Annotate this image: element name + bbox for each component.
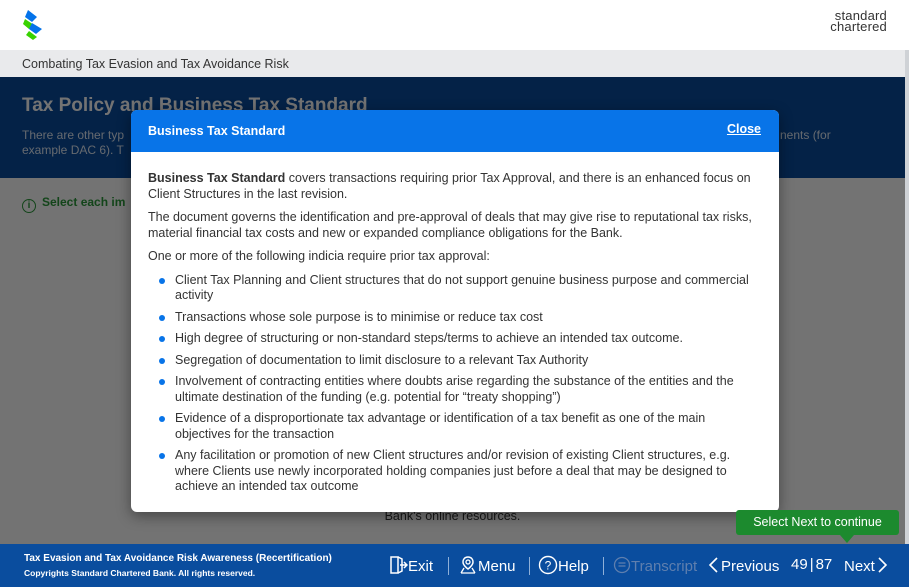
footer-course-title: Tax Evasion and Tax Avoidance Risk Awareness (Recertification) bbox=[24, 553, 332, 564]
help-button[interactable]: ? Help bbox=[538, 555, 589, 577]
chevron-right-icon bbox=[875, 555, 889, 575]
page-counter: 49 | 87 bbox=[791, 556, 833, 573]
list-item: Segregation of documentation to limit disclosure to a relevant Tax Authority bbox=[148, 353, 764, 369]
nav-divider bbox=[448, 557, 449, 575]
exit-icon bbox=[388, 555, 408, 575]
nav-divider bbox=[603, 557, 604, 575]
dialog-body bbox=[148, 171, 764, 501]
dialog-paragraph: One or more of the following indicia require prior tax approval: bbox=[148, 249, 490, 263]
next-hint-tooltip: Select Next to continue bbox=[736, 510, 899, 535]
brand-bar bbox=[0, 0, 909, 50]
dialog-title: Business Tax Standard bbox=[148, 124, 286, 138]
course-title-bar bbox=[0, 50, 905, 77]
list-item: High degree of structuring or non-standard steps/terms to achieve an intended tax outcome. bbox=[148, 331, 764, 347]
brand-wordmark: standard chartered bbox=[830, 8, 887, 34]
list-item: Transactions whose sole purpose is to minimise or reduce tax cost bbox=[148, 310, 764, 326]
business-tax-standard-dialog bbox=[131, 110, 779, 512]
transcript-button[interactable]: Transcript bbox=[613, 555, 697, 577]
standard-chartered-logo-icon bbox=[20, 9, 46, 41]
transcript-icon bbox=[613, 555, 631, 575]
next-button[interactable]: Next bbox=[844, 555, 889, 577]
list-item: Evidence of a disproportionate tax advantage or identification of a tax benefit as one of the main objectives for the transaction bbox=[148, 411, 764, 442]
current-page: 49 bbox=[791, 556, 808, 573]
help-icon bbox=[538, 555, 558, 575]
list-item: Involvement of contracting entities where doubts arise regarding the substance of the entities and the ultimate destination of the funding (e.g. potential for “treaty shopping”) bbox=[148, 374, 764, 405]
map-pin-icon bbox=[458, 555, 478, 575]
svg-text:?: ? bbox=[544, 558, 552, 573]
total-pages: 87 bbox=[815, 556, 833, 573]
footer-bar bbox=[0, 544, 909, 587]
exit-button[interactable]: Exit bbox=[388, 555, 433, 577]
dialog-paragraph: The document governs the identification and pre-approval of deals that may give rise to reputational tax risks, material financial tax costs and new or expanded compliance obligations for the Bank. bbox=[148, 210, 752, 240]
footer-copyright: Copyrights Standard Chartered Bank. All rights reserved. bbox=[24, 568, 256, 578]
chevron-left-icon bbox=[707, 555, 721, 575]
dialog-paragraph: Business Tax Standard covers transactions requiring prior Tax Approval, and there is an enhanced focus on Client Structures in the last revision. bbox=[148, 171, 751, 201]
list-item: Any facilitation or promotion of new Client structures and/or revision of existing Client structures, e.g. where Clients use newly incorporated holding companies just before a deal that may be designed to achieve an intended tax outcome bbox=[148, 448, 764, 495]
nav-divider bbox=[529, 557, 530, 575]
course-title: Combating Tax Evasion and Tax Avoidance Risk bbox=[22, 57, 289, 71]
scrollbar[interactable] bbox=[905, 50, 909, 544]
previous-button[interactable]: Previous bbox=[707, 555, 779, 577]
dialog-header bbox=[131, 110, 779, 152]
menu-button[interactable]: Menu bbox=[458, 555, 516, 577]
list-item: Client Tax Planning and Client structures that do not support genuine business purpose and commercial activity bbox=[148, 273, 764, 304]
indicia-list bbox=[148, 273, 764, 495]
close-button[interactable]: Close bbox=[726, 122, 761, 136]
